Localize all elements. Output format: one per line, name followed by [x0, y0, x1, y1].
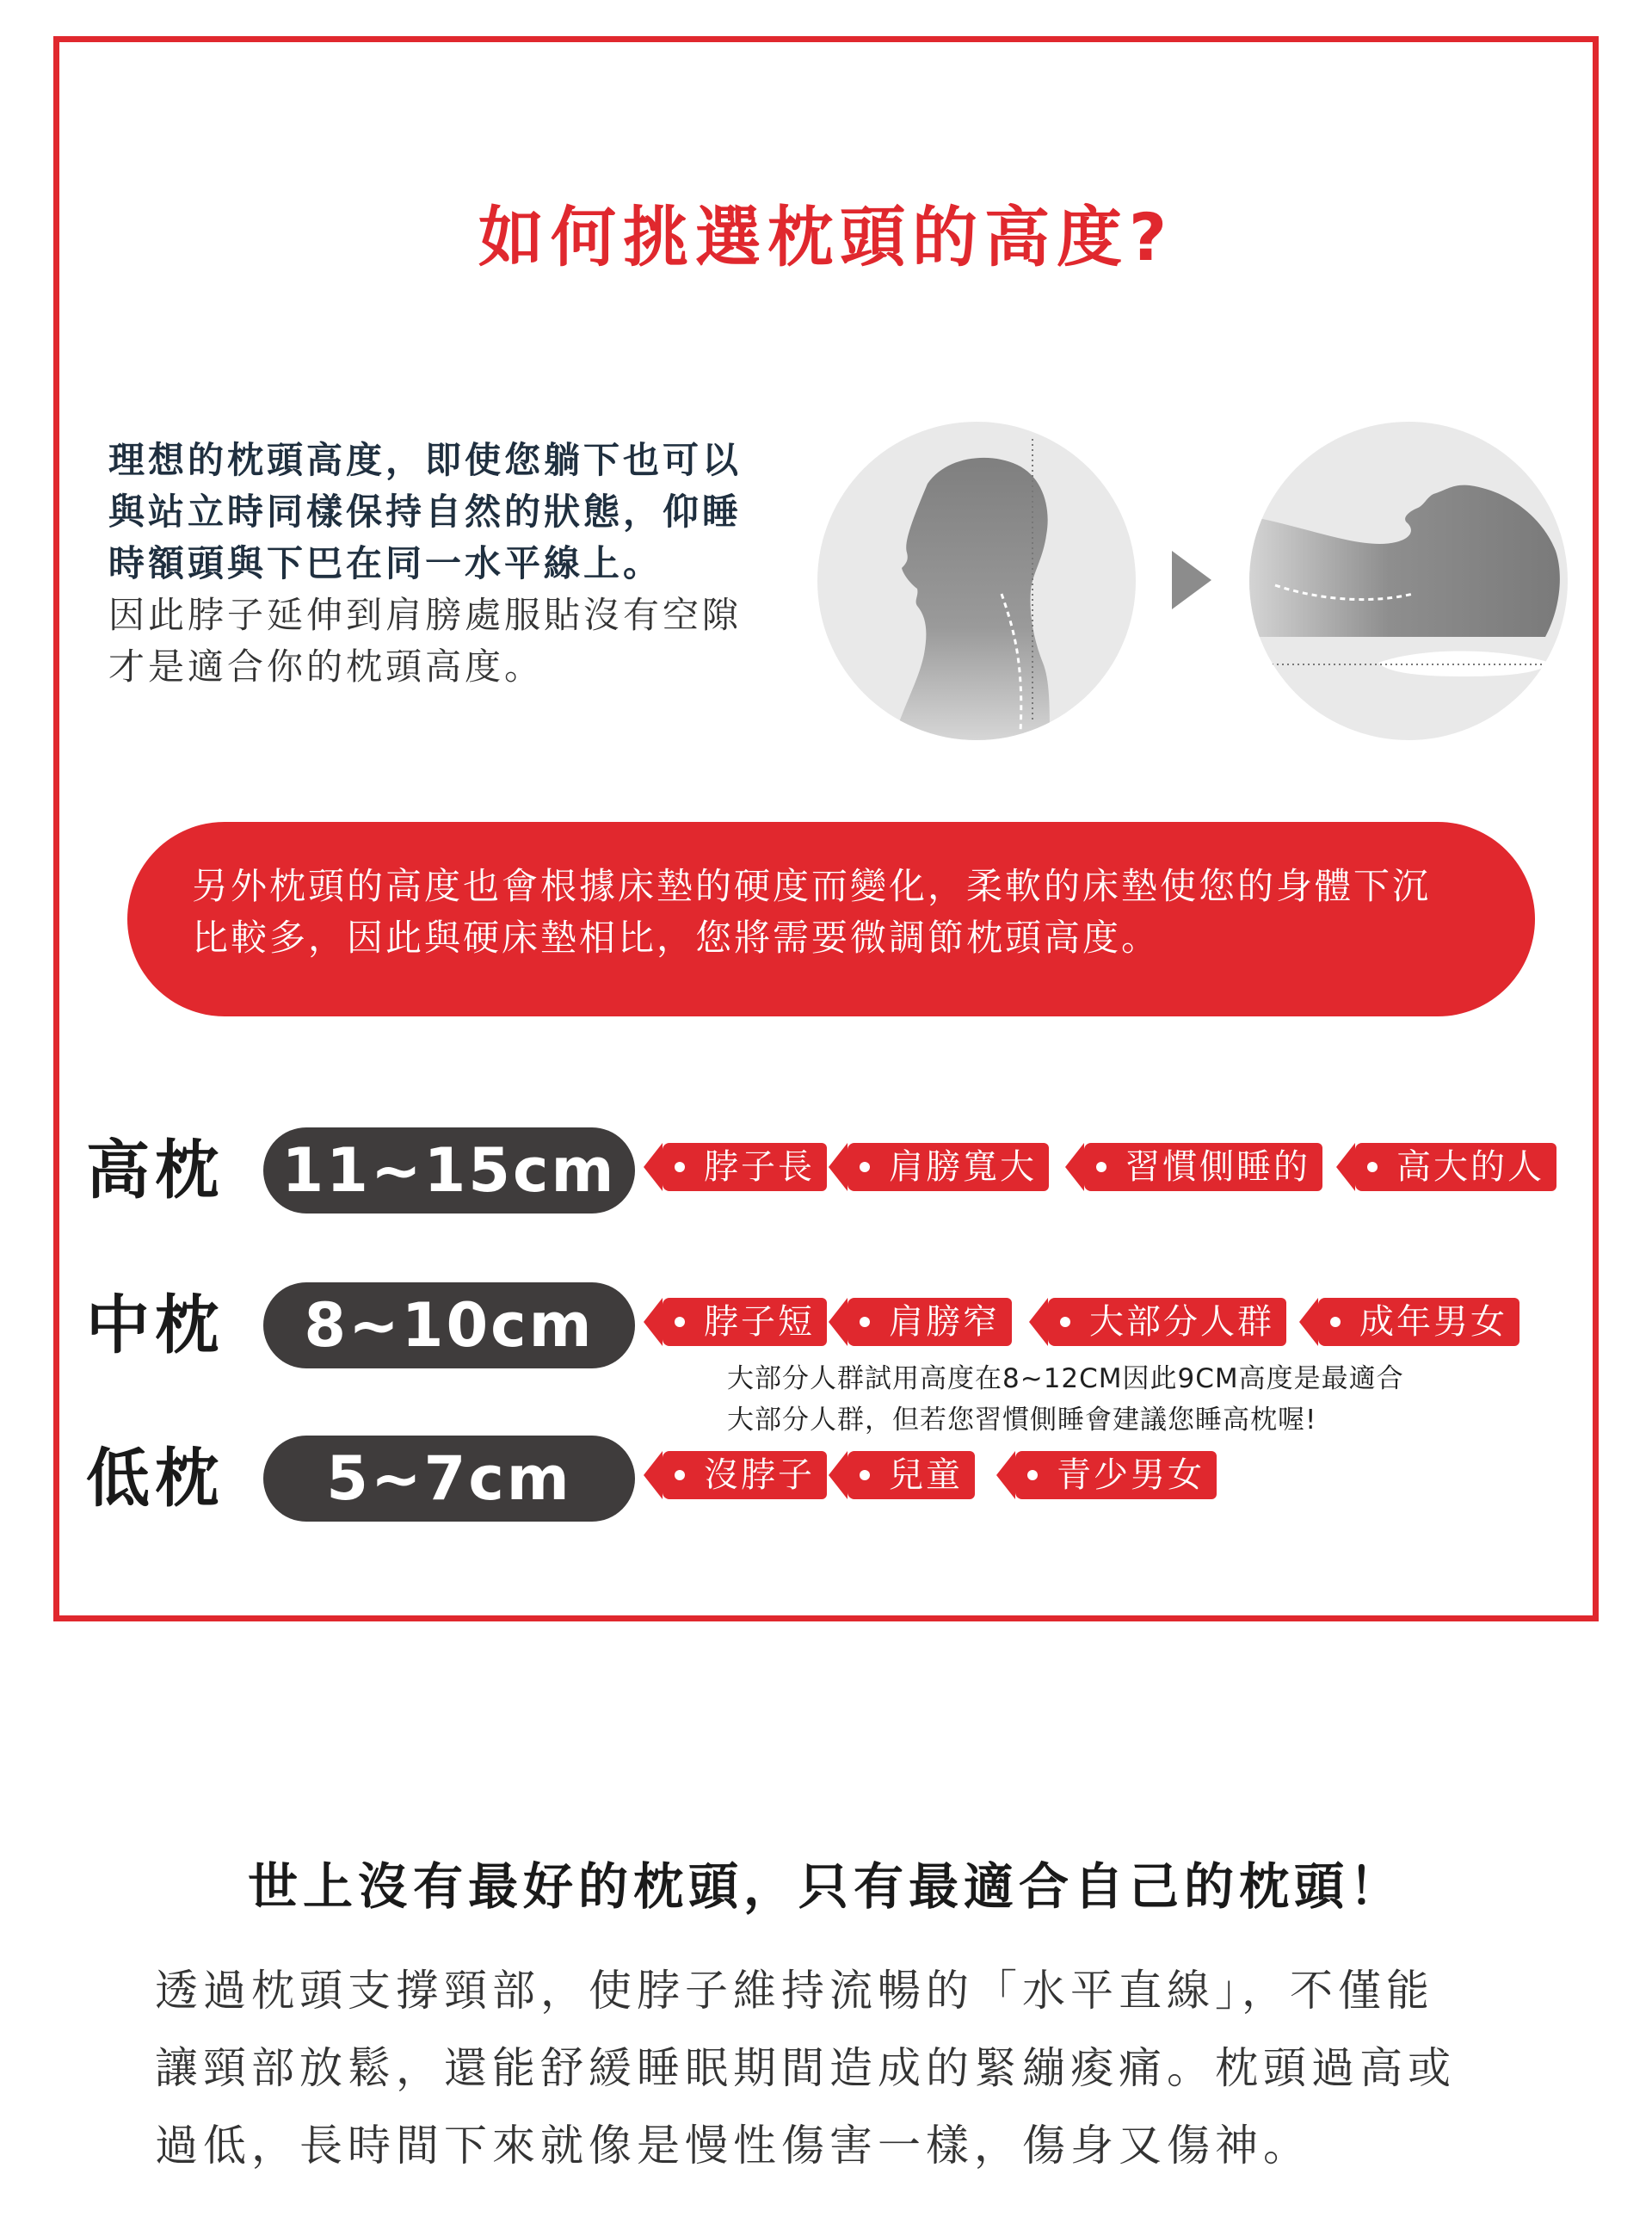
dot-icon — [860, 1470, 870, 1480]
row-label: 高枕 — [86, 1133, 224, 1207]
tag-label: 大部分人群 — [1089, 1302, 1274, 1342]
height-range-pill: 8~10cm — [263, 1282, 635, 1368]
tag — [848, 1451, 975, 1499]
play-arrow-icon — [1172, 551, 1211, 609]
row-label: 中枕 — [86, 1288, 224, 1362]
tag — [848, 1298, 1012, 1346]
lying-head-icon — [1249, 422, 1568, 740]
tag — [1355, 1143, 1556, 1191]
tag — [663, 1298, 827, 1346]
dot-icon — [675, 1162, 685, 1172]
tag-label: 青少男女 — [1057, 1455, 1205, 1495]
desc-line: 讓頸部放鬆，還能舒緩睡眠期間造成的緊繃痠痛。枕頭過高或 — [155, 2043, 1456, 2093]
tag-label: 沒脖子 — [704, 1455, 815, 1495]
tag-label: 脖子長 — [704, 1147, 815, 1187]
intro-line: 才是適合你的枕頭高度。 — [108, 645, 545, 688]
dot-icon — [1096, 1162, 1106, 1172]
tag — [663, 1143, 827, 1191]
tag-label: 脖子短 — [704, 1302, 815, 1342]
intro-line: 與站立時同樣保持自然的狀態，仰睡 — [108, 491, 743, 533]
note-line: 另外枕頭的高度也會根據床墊的硬度而變化，柔軟的床墊使您的身體下沉 — [192, 865, 1432, 907]
intro-line: 理想的枕頭高度，即使您躺下也可以 — [108, 439, 743, 481]
note-line: 大部分人群試用高度在8~12CM因此9CM高度是最適合 — [727, 1363, 1404, 1394]
tag — [1084, 1143, 1322, 1191]
slogan-heading: 世上沒有最好的枕頭，只有最適合自己的枕頭！ — [247, 1857, 1404, 1916]
note-line: 比較多，因此與硬床墊相比，您將需要微調節枕頭高度。 — [192, 917, 1161, 959]
desc-line: 過低，長時間下來就像是慢性傷害一樣，傷身又傷神。 — [155, 2121, 1311, 2171]
tag — [1048, 1298, 1286, 1346]
dot-icon — [675, 1317, 685, 1327]
pillow-row-low — [0, 1436, 1652, 1530]
dot-icon — [860, 1317, 870, 1327]
page-title: 如何挑選枕頭的高度? — [478, 199, 1174, 275]
tag-label: 習慣側睡的 — [1125, 1147, 1310, 1187]
description-text — [155, 1952, 1514, 2184]
note-line: 大部分人群，但若您習慣側睡會建議您睡高枕喔! — [727, 1405, 1317, 1436]
dot-icon — [1060, 1317, 1070, 1327]
height-range-pill: 5~7cm — [263, 1436, 635, 1522]
desc-line: 透過枕頭支撐頸部，使脖子維持流暢的「水平直線」，不僅能 — [155, 1966, 1434, 2016]
pillow-row-high — [0, 1127, 1652, 1222]
dot-icon — [1330, 1317, 1341, 1327]
tag — [848, 1143, 1049, 1191]
tag-label: 肩膀窄 — [889, 1302, 1000, 1342]
height-recommendation-note — [727, 1358, 1544, 1441]
dot-icon — [860, 1162, 870, 1172]
tag-label: 成年男女 — [1359, 1302, 1507, 1342]
tag — [1015, 1451, 1217, 1499]
intro-line: 時額頭與下巴在同一水平線上。 — [108, 542, 663, 584]
dot-icon — [675, 1470, 685, 1480]
height-range-pill: 11~15cm — [263, 1127, 635, 1213]
row-label: 低枕 — [86, 1442, 224, 1516]
mattress-note — [127, 822, 1535, 1016]
dot-icon — [1027, 1470, 1038, 1480]
intro-line: 因此脖子延伸到肩膀處服貼沒有空隙 — [108, 594, 743, 636]
tag — [663, 1451, 827, 1499]
tag-label: 肩膀寬大 — [889, 1147, 1037, 1187]
intro-text — [108, 435, 814, 693]
dot-icon — [1367, 1162, 1378, 1172]
tag-label: 兒童 — [889, 1455, 963, 1495]
tag-label: 高大的人 — [1396, 1147, 1544, 1187]
tag — [1318, 1298, 1519, 1346]
standing-head-icon — [817, 422, 1136, 740]
